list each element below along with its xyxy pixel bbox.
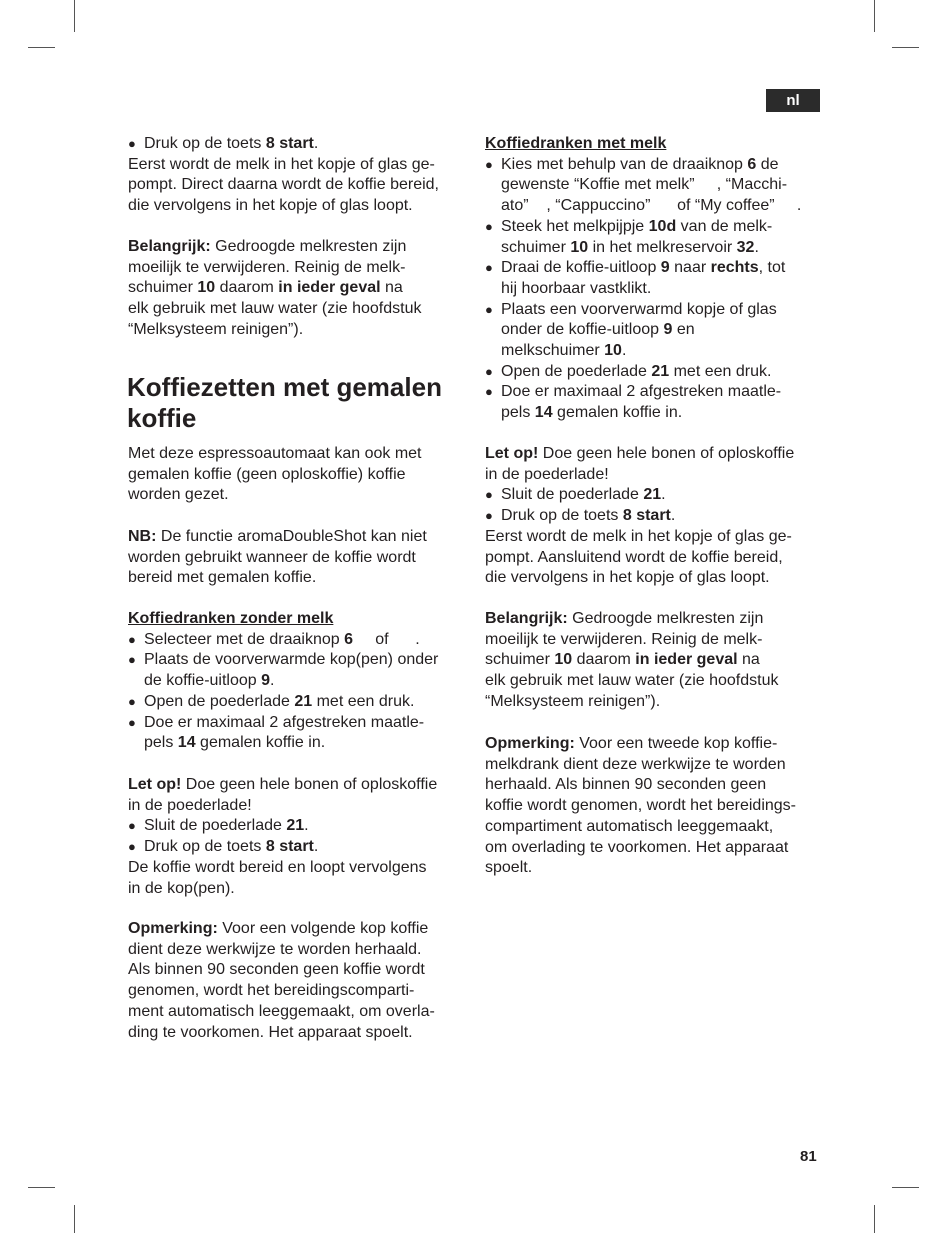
text: of . [353,630,420,648]
text-line [128,175,473,196]
text: elk gebruik met lauw water (zie hoofdstuk [128,300,422,318]
text: De functie aromaDoubleShot kan niet [156,528,427,545]
bold-text: Let op! [485,445,539,462]
left-column-paragraph [128,609,473,754]
bold-text: 10 [570,238,589,256]
text-line [485,341,830,362]
subheading: Koffiedranken zonder melk [128,610,334,627]
text: Druk op de toets [144,838,266,856]
text: Kies met behulp van de draaiknop [501,155,748,173]
text: Doe geen hele bonen of oploskoffie [538,445,795,462]
text: na [737,651,760,669]
text: Voor een tweede kop koffie- [574,735,778,752]
bold-text: 6 [344,630,354,648]
bold-text: 32 [736,238,755,256]
text-line [128,609,473,630]
bold-text: 8 start [265,838,314,856]
text: Draai de koffie-uitloop [501,259,661,277]
text: compartiment automatisch leeggemaakt, [485,817,774,835]
text-line [485,775,830,796]
text-line [485,527,830,548]
text: ment automatisch leeggemaakt, om overla- [128,1002,435,1020]
bullet-item [128,630,473,651]
bullet-icon: ● [485,301,497,317]
text: , tot [758,259,786,277]
text: gewenste “Koffie met melk” , “Macchi- [501,176,788,194]
text-line [128,671,473,692]
text-line [128,919,473,940]
text: . [754,238,759,256]
right-column-paragraph [485,134,830,424]
text: koffie wordt genomen, wordt het bereidings- [485,797,796,815]
text: spoelt. [485,859,533,877]
text: “Melksysteem reinigen”). [128,320,304,338]
bullet-icon: ● [128,136,140,151]
text-line [485,630,830,651]
text: . [670,507,676,525]
text-line [485,403,830,424]
bold-text: Belangrijk: [485,610,568,627]
text: herhaald. Als binnen 90 seconden geen [485,776,767,794]
text: . [661,486,666,504]
text: in de poederlade! [485,465,609,483]
crop-mark [892,47,919,48]
text-line [485,734,830,755]
left-column-paragraph [128,444,473,506]
text-line [128,960,473,981]
bullet-item [128,816,473,837]
text-line [485,320,830,341]
text: . [621,342,627,360]
text: Eerst wordt de melk in het kopje of glas ge- [128,155,435,173]
text-line [485,444,830,465]
bold-text: Belangrijk: [128,238,211,255]
text: melkdrank dient deze werkwijze te worden [485,755,786,773]
text-line [128,879,473,900]
text: pels [501,404,535,422]
text: en [672,321,695,339]
crop-mark [28,47,55,48]
bold-text: 6 [747,155,757,173]
left-column-paragraph [128,775,473,899]
bullet-icon: ● [128,818,140,834]
bullet-icon: ● [128,693,140,709]
left-column-paragraph [128,237,473,341]
text: Gedroogde melkresten zijn [567,610,764,627]
text-line [485,568,830,589]
text-line [485,796,830,817]
text-line [485,238,830,259]
text-line [128,568,473,589]
text: melkschuimer [501,342,605,360]
crop-mark [74,1205,75,1233]
bullet-icon: ● [128,652,140,668]
text-line [485,465,830,486]
bullet-item [128,692,473,713]
text-line [128,548,473,569]
bold-text: 10 [604,342,622,360]
heading-line: Koffiezetten met gemalen [127,372,442,402]
text: De koffie wordt bereid en loopt vervolgens [128,858,427,876]
text-line [485,134,830,155]
text: Druk op de toets [501,507,623,525]
text: moeilijk te verwijderen. Reinig de melk- [128,258,406,276]
text-line [128,485,473,506]
bold-text: 14 [177,734,196,752]
bullet-item [485,300,830,321]
text-line [128,196,473,217]
text: Doe er maximaal 2 afgestreken maatle- [501,383,782,401]
text-line [128,796,473,817]
bold-text: 8 start [265,135,314,152]
bold-text: NB: [128,528,157,545]
bullet-item [128,837,473,858]
text: na [380,279,403,297]
text: ding te voorkomen. Het apparaat spoelt. [128,1023,413,1041]
bullet-item [485,382,830,403]
bullet-icon: ● [128,631,140,647]
bullet-item [485,217,830,238]
text: pompt. Aansluitend wordt de koffie bereid, [485,548,783,566]
text: met een druk. [312,692,415,710]
text: van de melk- [676,217,773,235]
text: “Melksysteem reinigen”). [485,692,661,710]
heading-line: koffie [127,403,197,433]
text: die vervolgens in het kopje of glas loopt. [485,569,770,587]
text-line [128,299,473,320]
text-line [485,858,830,879]
text-line [128,1002,473,1023]
bullet-icon: ● [128,839,140,855]
text-line [485,650,830,671]
text: elk gebruik met lauw water (zie hoofdstuk [485,672,779,690]
text: daarom [215,279,279,297]
text: hij hoorbaar vastklikt. [501,279,652,297]
text: dient deze werkwijze te worden herhaald. [128,940,422,958]
text: onder de koffie-uitloop [501,321,664,339]
text: in de poederlade! [128,796,252,814]
text: genomen, wordt het bereidingscomparti- [128,982,415,1000]
bold-text: 10d [648,217,677,235]
text: die vervolgens in het kopje of glas loopt. [128,197,413,215]
text: . [313,135,319,152]
text-line [128,858,473,879]
text-line [128,981,473,1002]
text: de koffie-uitloop [144,672,262,690]
left-column-paragraph [128,527,473,589]
bold-text: Opmerking: [128,920,218,937]
bold-text: 9 [660,259,670,277]
bold-text: 9 [261,672,271,690]
section-heading [127,372,472,434]
bold-text: in ieder geval [278,279,381,297]
right-column-paragraph [485,444,830,589]
text: pompt. Direct daarna wordt de koffie bereid, [128,176,439,194]
text-line [128,733,473,754]
text: Selecteer met de draaiknop [144,630,345,648]
text: worden gebruikt wanneer de koffie wordt [128,548,416,566]
bold-text: 10 [197,279,216,297]
bold-text: 21 [294,692,313,710]
text: met een druk. [669,362,772,380]
bullet-item [128,713,473,734]
right-column-paragraph [485,609,830,713]
text: moeilijk te verwijderen. Reinig de melk- [485,630,763,648]
bold-text: 9 [663,321,673,339]
text: de [756,155,779,173]
bullet-icon: ● [128,714,140,730]
bold-text: 8 start [622,507,671,525]
text: . [313,838,319,856]
text: Doe geen hele bonen of oploskoffie [181,776,438,793]
text-line [485,279,830,300]
text-line [128,940,473,961]
text-line [128,155,473,176]
bullet-icon: ● [485,156,497,172]
text-line [128,1023,473,1044]
text: ato” , “Cappuccino” of “My coffee” . [501,197,802,215]
page-number: 81 [800,1148,817,1165]
text: Sluit de poederlade [144,817,287,835]
crop-mark [892,1187,919,1188]
text-line [128,775,473,796]
crop-mark [874,0,875,32]
text-line [485,817,830,838]
text: Plaats een voorverwarmd kopje of glas [501,300,777,318]
text: Als binnen 90 seconden geen koffie wordt [128,961,425,979]
text: Doe er maximaal 2 afgestreken maatle- [144,713,425,731]
bold-text: 14 [534,404,553,422]
text-line [485,548,830,569]
text: . [270,672,275,690]
text: schuimer [485,651,555,669]
text-line [128,258,473,279]
text: in het melkreservoir [588,238,737,256]
text: Druk op de toets [144,135,266,152]
bold-text: Opmerking: [485,735,575,752]
bold-text: 21 [643,486,662,504]
bullet-icon: ● [485,218,497,234]
crop-mark [28,1187,55,1188]
text: bereid met gemalen koffie. [128,569,317,587]
text: naar [669,259,711,277]
text: Met deze espressoautomaat kan ook met [128,445,422,462]
text-line [485,609,830,630]
bold-text: in ieder geval [635,651,738,669]
text-line [128,465,473,486]
text: worden gezet. [128,486,229,504]
text: schuimer [501,238,571,256]
crop-mark [74,0,75,32]
text-line [485,196,830,217]
text-line [485,175,830,196]
bullet-icon: ● [485,487,497,503]
subheading: Koffiedranken met melk [485,135,667,152]
text: daarom [572,651,636,669]
bold-text: 21 [286,817,305,835]
text: Gedroogde melkresten zijn [210,238,407,255]
text-line [485,671,830,692]
bold-text: Let op! [128,776,182,793]
text: Steek het melkpijpje [501,217,649,235]
bullet-item [485,258,830,279]
language-badge: nl [766,89,820,112]
text: gemalen koffie in. [195,734,326,752]
bullet-item [485,485,830,506]
bold-text: rechts [710,259,759,277]
text-line [485,755,830,776]
text: Open de poederlade [501,362,652,380]
bullet-icon: ● [485,384,497,400]
text-line [485,838,830,859]
bullet-item [485,362,830,383]
text: in de kop(pen). [128,879,235,897]
text: Voor een volgende kop koffie [217,920,429,937]
bullet-item [485,155,830,176]
bullet-item [485,506,830,527]
text-line [128,237,473,258]
text: om overlading te voorkomen. Het apparaat [485,838,789,856]
text: Plaats de voorverwarmde kop(pen) onder [144,651,439,669]
bullet-icon: ● [485,260,497,276]
text-line [128,444,473,465]
left-column-paragraph [128,134,473,217]
text: Open de poederlade [144,692,295,710]
bullet-icon: ● [485,363,497,379]
crop-mark [874,1205,875,1233]
text: gemalen koffie (geen oploskoffie) koffie [128,465,406,483]
bullet-item [128,650,473,671]
text: . [304,817,309,835]
bullet-icon: ● [485,508,497,524]
text: Sluit de poederlade [501,486,644,504]
text: Eerst wordt de melk in het kopje of glas ge- [485,527,792,545]
right-column-paragraph [485,734,830,879]
bold-text: 10 [554,651,573,669]
text: pels [144,734,178,752]
bullet-item [128,134,473,155]
left-column-paragraph [128,919,473,1043]
text-line [128,320,473,341]
text: schuimer [128,279,198,297]
text-line [128,278,473,299]
bold-text: 21 [651,362,670,380]
text-line [485,692,830,713]
text-line [128,527,473,548]
text: gemalen koffie in. [552,404,683,422]
